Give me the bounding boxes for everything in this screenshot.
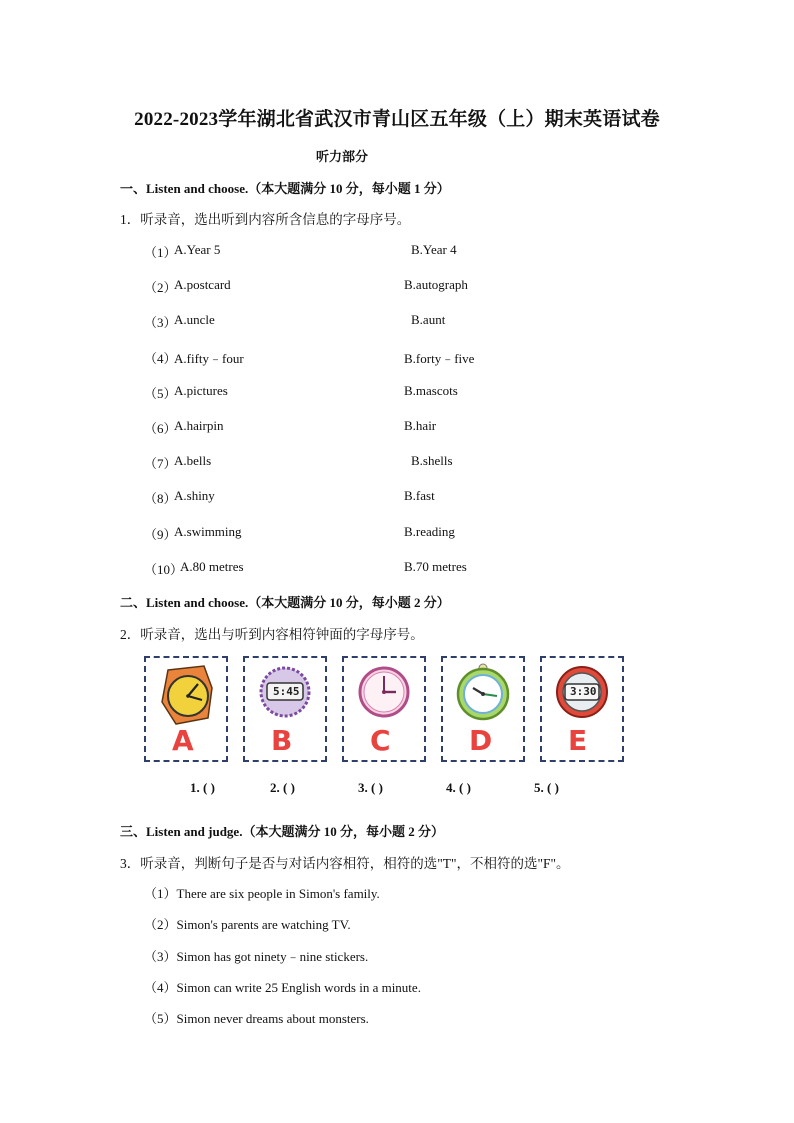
option-b: B.mascots [404,383,458,398]
judge-statement: （1）There are six people in Simon's family. [144,886,380,901]
option-b: B.autograph [404,277,468,292]
clock-letter: B [271,724,293,757]
item-number: （4） [144,351,177,366]
judge-statement: （3）Simon has got ninety﹣nine stickers. [144,949,369,964]
digital-display: 5:45 [273,685,300,698]
item-number: （7） [144,456,177,471]
question2-prompt: 2．听录音，选出与听到内容相符钟面的字母序号。 [120,627,424,642]
page-title: 2022-2023学年湖北省武汉市青山区五年级（上）期末英语试卷 [134,109,660,130]
option-a: A.80 metres [180,559,244,574]
question1-prompt: 1．听录音，选出听到内容所含信息的字母序号。 [120,212,411,227]
item-number: （3） [144,315,177,330]
clock-card-b [243,656,327,762]
clock-pictures [140,652,630,770]
clock-letter: E [568,724,588,757]
option-a: A.uncle [174,312,215,327]
clock-card-a [144,656,228,762]
section3-heading: 三、Listen and judge.（本大题满分 10 分，每小题 2 分） [120,824,444,839]
item-number: （10） [144,562,184,577]
item-number: （6） [144,421,177,436]
answer-blank[interactable]: 5. ( ) [534,780,559,795]
option-a: A.pictures [174,383,228,398]
option-a: A.postcard [174,277,231,292]
option-a: A.shiny [174,488,215,503]
judge-statement: （2）Simon's parents are watching TV. [144,917,351,932]
option-b: B.70 metres [404,559,467,574]
digital-display: 3:30 [570,685,597,698]
item-number: （8） [144,491,177,506]
clock-letter: C [370,724,391,757]
answer-blank[interactable]: 3. ( ) [358,780,383,795]
option-a: A.bells [174,453,212,468]
answer-blank[interactable]: 1. ( ) [190,780,215,795]
judge-statement: （4）Simon can write 25 English words in a minute. [144,980,421,995]
option-a: A.fifty﹣four [174,351,244,366]
option-b: B.fast [404,488,435,503]
option-b: B.hair [404,418,437,433]
answer-blank[interactable]: 4. ( ) [446,780,471,795]
section1-heading: 一、Listen and choose.（本大题满分 10 分，每小题 1 分） [120,181,450,196]
judge-statement: （5）Simon never dreams about monsters. [144,1011,369,1026]
option-b: B.forty﹣five [404,351,475,366]
option-b: B.aunt [411,312,446,327]
option-a: A.hairpin [174,418,224,433]
option-b: B.Year 4 [411,242,457,257]
clock-card-d [441,656,525,762]
answer-blank[interactable]: 2. ( ) [270,780,295,795]
option-a: A.swimming [174,524,242,539]
option-b: B.reading [404,524,455,539]
clock-letter: A [172,724,194,757]
section2-heading: 二、Listen and choose.（本大题满分 10 分，每小题 2 分） [120,595,450,610]
item-number: （9） [144,527,177,542]
option-a: A.Year 5 [174,242,221,257]
item-number: （1） [144,245,177,260]
section-subtitle: 听力部分 [316,149,369,164]
clock-card-e [540,656,624,762]
option-b: B.shells [411,453,453,468]
item-number: （2） [144,280,177,295]
clock-card-c [342,656,426,762]
question3-prompt: 3．听录音，判断句子是否与对话内容相符，相符的选"T"，不相符的选"F"。 [120,856,570,871]
clock-letter: D [469,724,493,757]
item-number: （5） [144,386,177,401]
